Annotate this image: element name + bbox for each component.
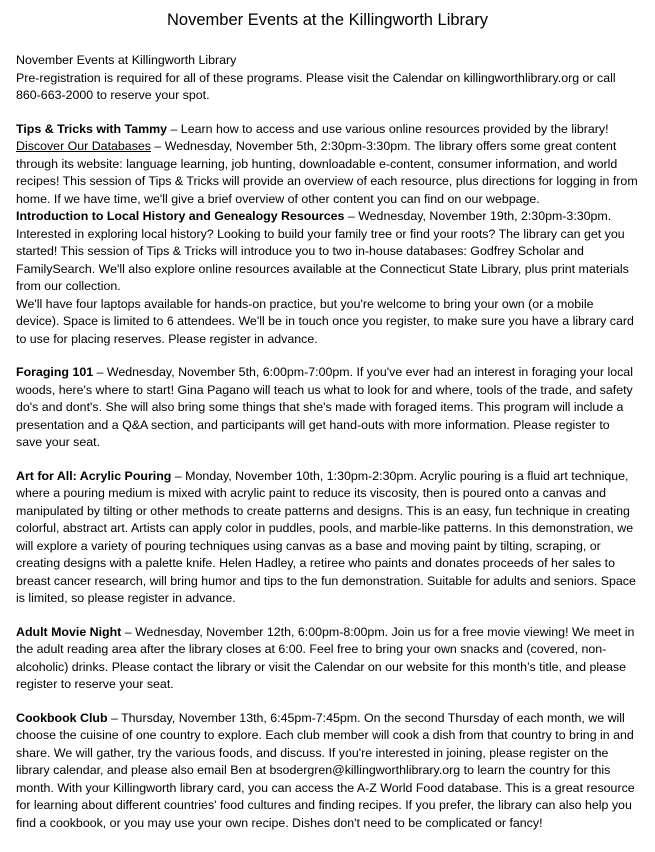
art-paragraph: [16, 468, 639, 608]
foraging-paragraph: [16, 364, 639, 452]
genealogy-paragraph: [16, 208, 639, 296]
intro-text: Pre-registration is required for all of these programs. Please visit the Calendar on killingworthlibrary.org or call 860-663-2000 to reserve your spot.: [16, 70, 616, 102]
cookbook-paragraph: [16, 710, 639, 833]
section-cookbook-club: [16, 710, 639, 833]
tips-text-1: – Learn how to access and use various online resources provided by the library!: [167, 121, 609, 136]
section-foraging: [16, 364, 639, 452]
genealogy-note: We'll have four laptops available for hands-on practice, but you're welcome to bring your own (or a mobile device). Space is limited to 6 attendees. We'll be in touch once you register, to make sure you have a library card to use for placing reserves. Please register in advance.: [16, 296, 634, 346]
discover-databases-link[interactable]: Discover Our Databases: [16, 139, 151, 153]
intro-heading: November Events at Killingworth Library: [16, 53, 237, 67]
foraging-title: Foraging 101: [16, 365, 94, 379]
section-tips-and-tricks: [16, 121, 639, 209]
art-text: – Monday, November 10th, 1:30pm-2:30pm. Acrylic pouring is a fluid art technique, where a pouring medium is mixed with acrylic paint to reduce its viscosity, then is poured onto a canvas and manipulated by tilting or other methods to create patterns and designs. This is an easy, fun technique in creating colorful, abstract art. Artists can apply color in puddles, pools, and marble-like patterns. In this demonstration, we will explore a variety of pouring techniques using canvas as a base and moving paint by tilting, scraping, or creating designs with a palette knife. Helen Hadley, a retiree who paints and donates proceeds of her sales to breast cancer research, will bring humor and tips to the fun demonstration. Suitable for adults and seniors. Space is limited, so please register in advance.: [16, 468, 636, 605]
tips-paragraph: [16, 121, 639, 209]
genealogy-title: Introduction to Local History and Genealogy Resources: [16, 209, 345, 223]
movie-title: Adult Movie Night: [16, 624, 122, 639]
section-art: [16, 468, 639, 608]
section-movie-night: [16, 624, 639, 694]
cookbook-title: Cookbook Club: [16, 710, 108, 725]
section-genealogy: [16, 208, 639, 348]
tips-title: Tips & Tricks with Tammy: [16, 121, 168, 136]
intro-block: [16, 52, 639, 105]
genealogy-text: – Wednesday, November 19th, 2:30pm-3:30pm. Interested in exploring local history? Looking to build your family tree or find your roots? The library can get you started! This session of Tips & Tricks will introduce you to two in-house databases: Godfrey Scholar and FamilySearch. We'll also explore online resources available at the Connecticut State Library, plus print materials from our collection.: [16, 209, 629, 293]
foraging-text: – Wednesday, November 5th, 6:00pm-7:00pm. If you've ever had an interest in foraging your local woods, here's where to start! Gina Pagano will teach us what to look for and where, tools of the trade, and safety do's and dont's. She will also bring some things that she's made with foraged items. This program will include a presentation and a Q&A section, and participants will get hand-outs with more information. Please register to save your seat.: [16, 365, 633, 449]
art-title: Art for All: Acrylic Pouring: [16, 468, 172, 483]
movie-paragraph: [16, 624, 639, 694]
document-title: November Events at the Killingworth Library: [167, 11, 488, 29]
movie-text: – Wednesday, November 12th, 6:00pm-8:00pm. Join us for a free movie viewing! We meet in the adult reading area after the library closes at 6:00. Feel free to bring your own snacks and (covered, non-alcoholic) drinks. Please contact the library or visit the Calendar on our website for this month’s title, and please register to reserve your seat.: [16, 624, 635, 691]
tips-text-2: – Wednesday, November 5th, 2:30pm-3:30pm. The library offers some great content through its website: language learning, job hunting, downloadable e-content, consumer information, and world recipes! This session of Tips & Tricks will provide an overview of each resource, plus directions for logging in from home. If we have time, we'll give a brief overview of other content you can find on our webpage.: [16, 139, 638, 206]
document-body: [16, 52, 639, 832]
cookbook-text: – Thursday, November 13th, 6:45pm-7:45pm. On the second Thursday of each month, we will choose the cuisine of one country to explore. Each club member will cook a dish from that country to bring in and share. We will gather, try the various foods, and discuss. If you're interested in joining, please register on the library calendar, and please also email Ben at bsodergren@killingworthlibrary.org to learn the country for this month. With your Killingworth library card, you can access the A-Z World Food database. This is a great resource for learning about different countries' food cultures and finding recipes. If you prefer, the library can also help you find a cookbook, or you may use your own recipe. Dishes don't need to be complicated or fancy!: [16, 710, 635, 830]
